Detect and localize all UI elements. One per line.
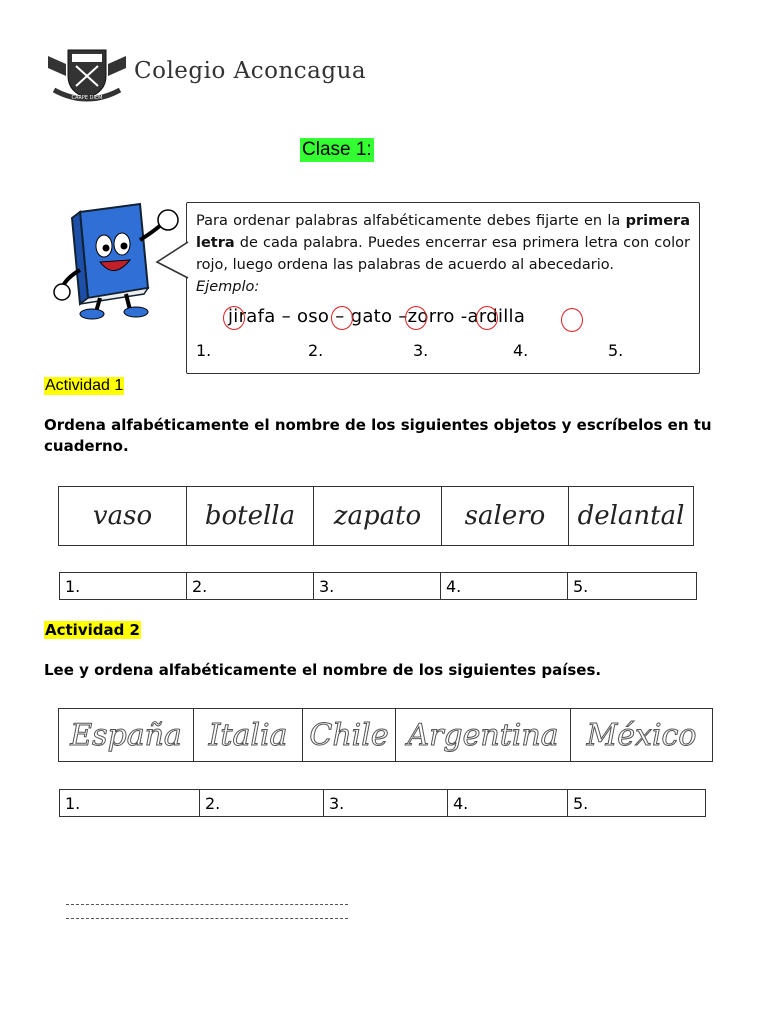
intro-text <box>196 210 690 298</box>
clase-title: Clase 1: <box>302 139 372 160</box>
school-crest-icon <box>46 46 128 104</box>
countries-table <box>58 708 713 762</box>
country-word: México <box>586 717 697 753</box>
example-number: 2. <box>308 341 324 360</box>
object-cell <box>187 487 314 546</box>
red-circle-mark <box>331 306 353 330</box>
example-words: jirafa – oso – gato –zorro -ardilla <box>228 306 526 327</box>
answer-cell[interactable]: 2. <box>187 573 314 600</box>
object-word: salero <box>464 501 546 531</box>
object-word: botella <box>204 501 296 531</box>
speech-bubble-tail <box>155 240 189 280</box>
intro-part1: Para ordenar palabras alfabéticamente debes fijarte en la <box>196 213 626 229</box>
country-word: Italia <box>208 717 288 753</box>
objects-table <box>58 486 694 546</box>
country-cell <box>571 709 713 762</box>
actividad1-label: Actividad 1 <box>45 377 124 394</box>
red-circle-mark <box>405 306 427 330</box>
example-label: Ejemplo: <box>196 279 260 295</box>
red-circle-mark <box>223 306 245 330</box>
country-word: España <box>70 717 182 753</box>
object-cell <box>442 487 569 546</box>
answers-table-1 <box>59 572 697 600</box>
dashed-line <box>66 904 348 905</box>
answer-cell[interactable]: 1. <box>60 790 200 817</box>
actividad1-instruction: Ordena alfabéticamente el nombre de los siguientes objetos y escríbelos en tu cuaderno. <box>44 416 712 455</box>
answer-cell[interactable]: 4. <box>448 790 568 817</box>
example-number: 5. <box>608 341 624 360</box>
school-name: Colegio Aconcagua <box>134 58 367 84</box>
object-word: vaso <box>92 501 153 531</box>
country-cell <box>59 709 194 762</box>
dashed-line <box>66 918 348 919</box>
country-word: Argentina <box>407 717 559 753</box>
answer-cell[interactable]: 3. <box>314 573 441 600</box>
object-cell <box>59 487 187 546</box>
object-cell <box>314 487 442 546</box>
object-word: zapato <box>333 501 422 531</box>
answer-cell[interactable]: 5. <box>568 573 697 600</box>
red-circle-mark <box>476 306 498 330</box>
country-cell <box>303 709 396 762</box>
country-cell <box>396 709 571 762</box>
answer-cell[interactable]: 3. <box>324 790 448 817</box>
object-word: delantal <box>577 501 685 531</box>
object-cell <box>569 487 694 546</box>
example-number: 1. <box>196 341 212 360</box>
intro-part2: de cada palabra. Puedes encerrar esa primera letra con color rojo, luego ordena las palabras de acuerdo al abecedario. <box>196 235 690 273</box>
example-number: 3. <box>413 341 429 360</box>
actividad2-instruction: Lee y ordena alfabéticamente el nombre de los siguientes países. <box>44 661 602 679</box>
intro-bold: primera letra <box>196 213 690 251</box>
example-number: 4. <box>513 341 529 360</box>
logo-motto: CARPE DIEM <box>71 95 103 101</box>
answers-table-2 <box>59 789 706 817</box>
answer-cell[interactable]: 4. <box>441 573 568 600</box>
red-circle-mark <box>561 308 583 332</box>
answer-cell[interactable]: 2. <box>200 790 324 817</box>
actividad2-label: Actividad 2 <box>45 621 140 639</box>
country-cell <box>194 709 303 762</box>
answer-cell[interactable]: 5. <box>568 790 706 817</box>
country-word: Chile <box>309 717 389 753</box>
answer-cell[interactable]: 1. <box>60 573 187 600</box>
